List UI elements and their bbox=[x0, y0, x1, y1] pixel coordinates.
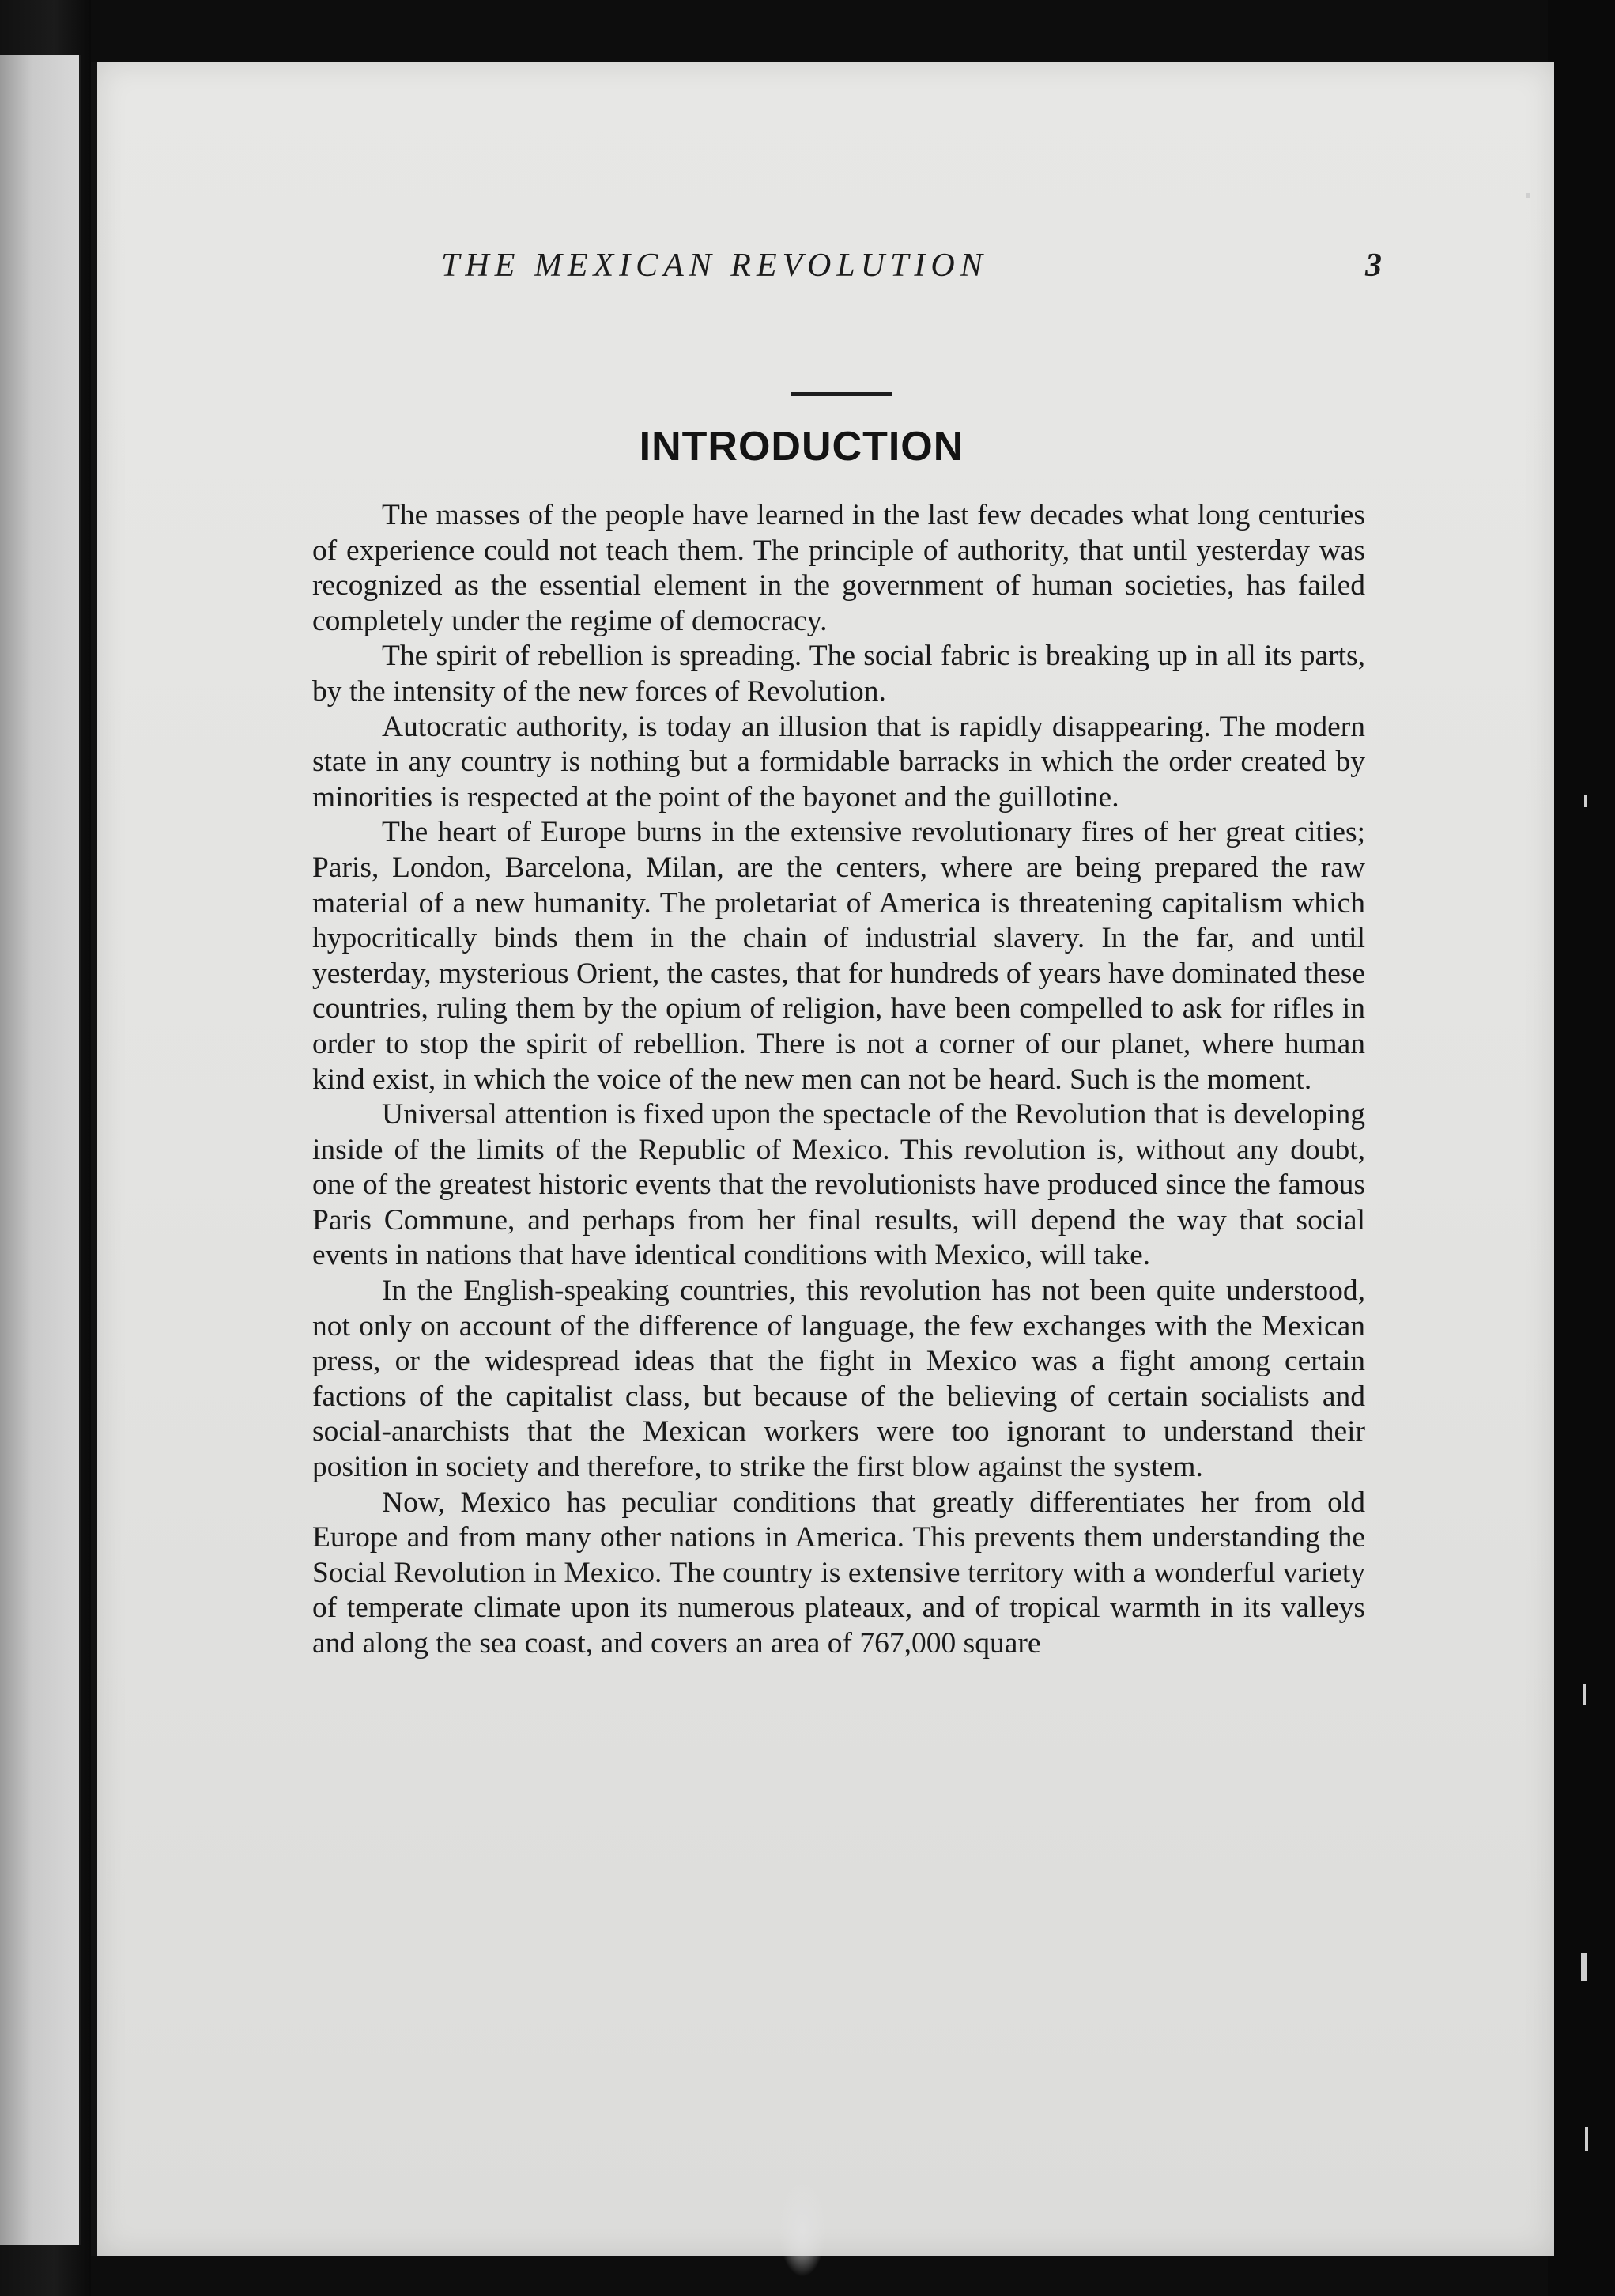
section-title: INTRODUCTION bbox=[639, 424, 964, 470]
paragraph: Universal attention is fixed upon the spectacle of the Revolution that is developing inside of the limits of the Republic of Mexico. This revolution is, without any doubt, one of the greatest historic events that the revolutionists have produced since the famous Paris Commune, and perhaps from her final results, will depend the way that social events in nations that have identical conditions with Mexico, will take. bbox=[312, 1098, 1365, 1272]
title-rule bbox=[791, 392, 892, 396]
scan-speck bbox=[1585, 2127, 1588, 2151]
scan-speck bbox=[1581, 1953, 1587, 1981]
adjacent-page-edge bbox=[0, 55, 81, 2245]
paragraph: The heart of Europe burns in the extensive revolutionary fires of her great cities; Paris, London, Barcelona, Milan, are the centers, where are being prepared the raw material of a new humanity. The proletariat of America is threatening capitalism which hypocritically binds them in the chain of industrial slavery. In the far, and until yesterday, mysterious Orient, the castes, that for hundreds of years have dominated these countries, ruling them by the opium of religion, have been compelled to ask for rifles in order to stop the spirit of rebellion. There is not a corner of our planet, where human kind exist, in which the voice of the new men can not be heard. Such is the moment. bbox=[312, 816, 1365, 1096]
scan-speck bbox=[1526, 193, 1530, 198]
body-text bbox=[312, 498, 1365, 1662]
running-title: THE MEXICAN REVOLUTION bbox=[441, 247, 988, 284]
paragraph: The masses of the people have learned in the last few decades what long centuries of experience could not teach them. The principle of authority, that until yesterday was recognized as the essential element in the government of human societies, has failed completely under the regime of democracy. bbox=[312, 499, 1365, 637]
paragraph: The spirit of rebellion is spreading. The social fabric is breaking up in all its parts, by the intensity of the new forces of Revolution. bbox=[312, 640, 1365, 708]
page-header bbox=[221, 247, 1382, 318]
paragraph: In the English-speaking countries, this revolution has not been quite understood, not only on account of the difference of language, the few exchanges with the Mexican press, or the widespread ideas that the fight in Mexico was a fight among certain factions of the capitalist class, but because of the believing of certain socialists and social-anarchists that the Mexican workers were too ignorant to understand their position in society and therefore, to strike the first blow against the system. bbox=[312, 1275, 1365, 1484]
page-number: 3 bbox=[1365, 247, 1382, 284]
scan-artifact bbox=[779, 2182, 826, 2277]
paragraph: Now, Mexico has peculiar conditions that greatly differentiates her from old Europe and from many other nations in America. This prevents them understanding the Social Revolution in Mexico. The country is extensive territory with a wonderful variety of temperate climate upon its numerous plateaux, and of tropical warmth in its valleys and along the sea coast, and covers an area of 767,000 square bbox=[312, 1486, 1365, 1660]
scan-speck bbox=[1584, 795, 1587, 807]
film-border-right bbox=[1548, 0, 1615, 2296]
paragraph: Autocratic authority, is today an illusion that is rapidly disappearing. The modern state in any country is nothing but a formidable barracks in which the order created by minorities is respected at the point of the bayonet and the guillotine. bbox=[312, 710, 1365, 814]
scan-speck bbox=[1583, 1684, 1586, 1705]
